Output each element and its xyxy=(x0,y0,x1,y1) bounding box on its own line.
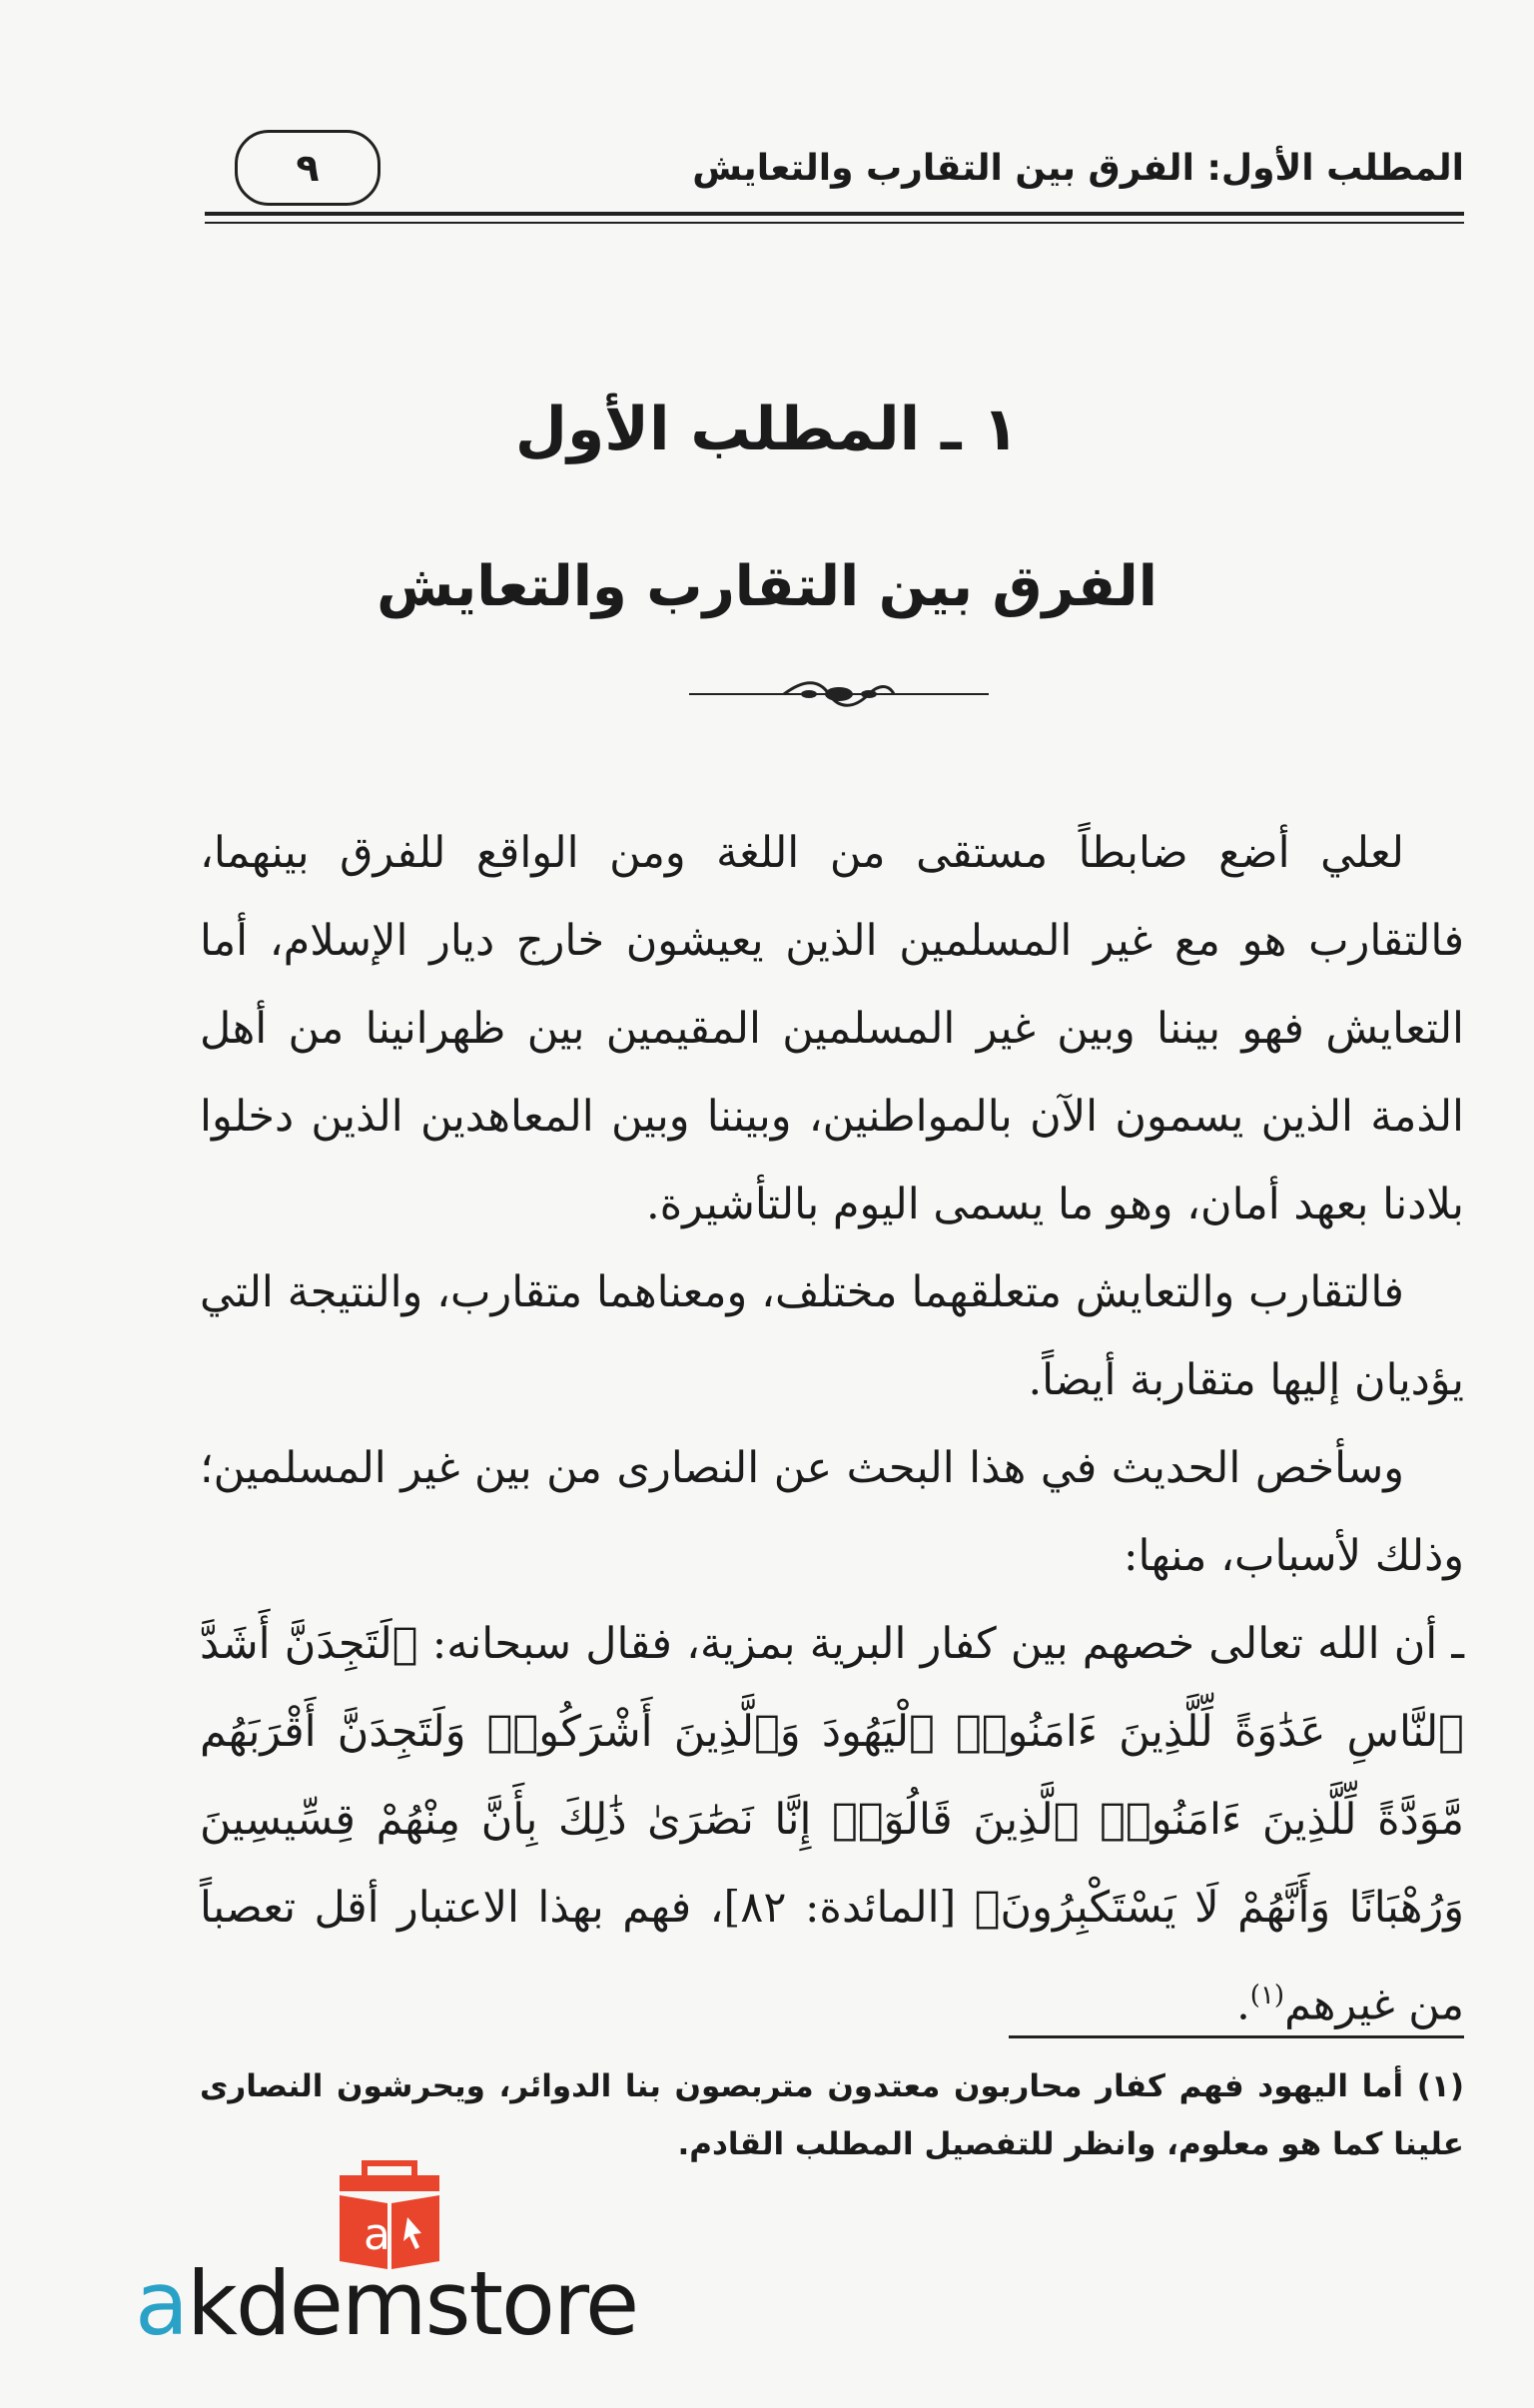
paragraph-4 xyxy=(200,1600,1464,2048)
quran-verse: ﴿لَتَجِدَنَّ أَشَدَّ ٱلنَّاسِ عَدَٰوَةً لِّلَّذِينَ ءَامَنُوا۟ ٱلْيَهُودَ وَٱلَّذِينَ أَشْرَكُوا۟ وَلَتَجِدَنَّ أَقْرَبَهُم مَّوَدَّةً لِّلَّذِينَ ءَامَنُوا۟ ٱلَّذِينَ قَالُوٓا۟ إِنَّا نَصَٰرَىٰ ذَٰلِكَ بِأَنَّ مِنْهُمْ قِسِّيسِينَ وَرُهْبَانًا وَأَنَّهُمْ لَا يَسْتَكْبِرُونَ﴾ xyxy=(200,1619,1464,1933)
paragraph-2: فالتقارب والتعايش متعلقهما مختلف، ومعناهما متقارب، والنتيجة التي يؤديان إليها متقاربة أيضاً. xyxy=(200,1267,1464,1405)
footnote-rule xyxy=(1009,2035,1464,2038)
section-title: الفرق بين التقارب والتعايش xyxy=(377,554,1157,619)
body-text xyxy=(200,809,1464,2048)
header-rule xyxy=(205,212,1464,216)
svg-text:a: a xyxy=(364,2209,390,2260)
section-number-title: ١ ـ المطلب الأول xyxy=(514,395,1020,464)
logo-a: a xyxy=(135,2252,187,2355)
paragraph-4-intro: ـ أن الله تعالى خصهم بين كفار البرية بمزية، فقال سبحانه: xyxy=(431,1619,1464,1669)
header-rule-thin xyxy=(205,222,1464,224)
paragraph-4-period: . xyxy=(1236,1980,1250,2030)
running-header-title: المطلب الأول: الفرق بين التقارب والتعايش xyxy=(692,148,1464,189)
footnote: (١) أما اليهود فهم كفار محاربون معتدون متربصون بنا الدوائر، ويحرشون النصارى علينا كما هو معلوم، وانظر للتفصيل المطلب القادم. xyxy=(200,2068,1464,2162)
paragraph-4-end: فهم بهذا الاعتبار أقل تعصباً من غيرهم xyxy=(200,1883,1464,2030)
akdemstore-logo xyxy=(135,2252,637,2355)
running-header xyxy=(205,110,1464,220)
verse-citation: [المائدة: ٨٢]، xyxy=(709,1883,957,1933)
paragraph-1: لعلي أضع ضابطاً مستقى من اللغة ومن الواقع للفرق بينهما، فالتقارب هو مع غير المسلمين الذين يعيشون خارج ديار الإسلام، أما التعايش فهو بيننا وبين غير المسلمين المقيمين بين ظهرانينا من أهل الذمة الذين يسمون الآن بالمواطنين، وبيننا وبين المعاهدين الذين دخلوا بلادنا بعهد أمان، وهو ما يسمى اليوم بالتأشيرة. xyxy=(200,828,1464,1229)
footnote-reference: (١) xyxy=(1249,1981,1285,2010)
page-number: ٩ xyxy=(235,130,381,206)
ornament-divider xyxy=(689,669,989,719)
paragraph-3: وسأخص الحديث في هذا البحث عن النصارى من بين غير المسلمين؛ وذلك لأسباب، منها: xyxy=(200,1443,1464,1581)
logo-rest: kdemstore xyxy=(186,2252,638,2355)
